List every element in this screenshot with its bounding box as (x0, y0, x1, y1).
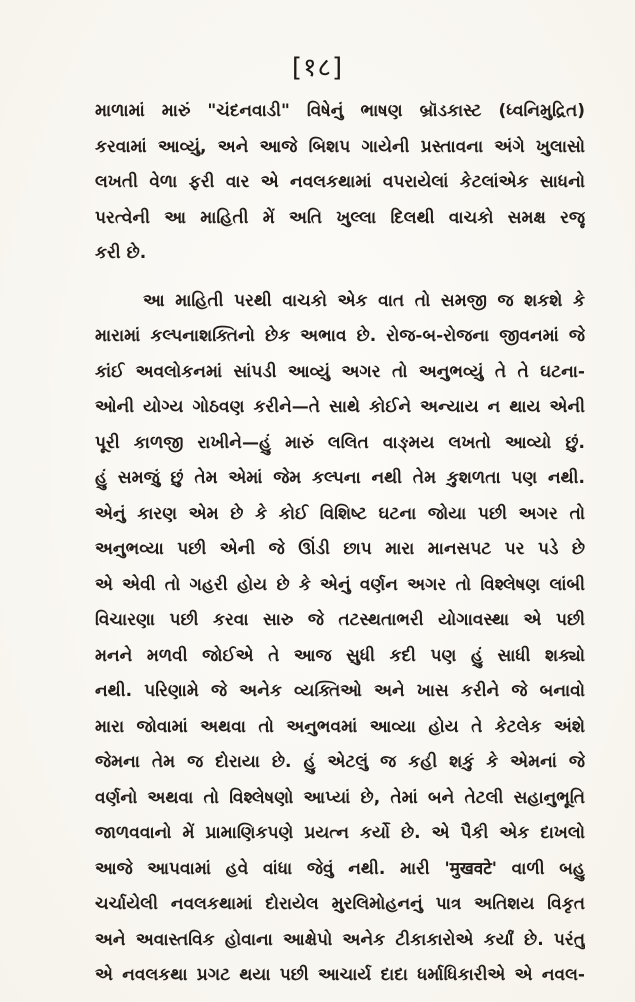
text-line: મારામાં કલ્પનાશક્તિનો છેક અભાવ છે. રોજ-બ-રોજના જીવનમાં જે (95, 326, 585, 346)
text-line: આ માહિતી પરથી વાચકો એક વાત તો સમજી જ શકશે કે (143, 290, 585, 311)
text-line: પૂરી કાળજી રાખીને—હું મારું લલિત વાઙ્મય લખતો આવ્યો છું. (95, 432, 585, 453)
text-line: આજે આપવામાં હવે વાંધા જેવું નથી. મારી 'मुखवटे' વાળી બહુ (95, 858, 585, 879)
text-line: વિચારણા પછી કરવા સારુ જે તટસ્થતાભરી યોગાવસ્થા એ પછી (95, 610, 585, 630)
text-line: કરી છે. (95, 243, 147, 263)
text-line: અને અવાસ્તવિક હોવાના આક્ષેપો અનેક ટીકાકારોએ કર્યાં છે. પરંતુ (95, 929, 585, 950)
text-line: માળામાં મારું "ચંદનવાડી" વિષેનું ભાષણ બ્રૉડકાસ્ટ (ધ્વનિમુદ્રિત) (95, 101, 585, 121)
paragraph-2 (95, 284, 585, 994)
paragraph-gap (95, 272, 585, 284)
text-line: કરવામાં આવ્યું, અને આજે બિશપ ગાયેની પ્રસ્તાવના અંગે ખુલાસો (95, 136, 585, 157)
text-line: મનને મળવી જોઈએ તે આજ સુધી કદી પણ હું સાધી શક્યો (95, 645, 585, 666)
text-line: વર્ણનો અથવા તો વિશ્લેષણો આપ્યાં છે, તેમાં બને તેટલી સહાનુભૂતિ (95, 787, 585, 808)
text-line: અનુભવ્યા પછી એની જે ઊંડી છાપ મારા માનસપટ પર પડે છે (95, 539, 585, 559)
text-line: જાળવવાનો મેં પ્રામાણિકપણે પ્રયત્ન કર્યો છે. એ પૈકી એક દાખલો (95, 823, 585, 843)
text-line: કાંઈ અવલોકનમાં સાંપડી આવ્યું અગર તો અનુભવ્યું તે તે ઘટના- (95, 361, 585, 382)
text-line: એનું કારણ એમ છે કે કોઈ વિશિષ્ટ ઘટના જોયા પછી અગર તો (95, 503, 585, 524)
page-number: [१८] (291, 53, 344, 83)
text-line: લખતી વેળા ફરી વાર એ નવલકથામાં વપરાયેલાં કેટલાંએક સાધનો (95, 172, 585, 192)
text-line: નથી. પરિણામે જે અનેક વ્યક્તિઓ અને ખાસ કરીને જે બનાવો (95, 681, 585, 701)
text-line: એ નવલકથા પ્રગટ થયા પછી આચાર્ય દાદા ધર્માધિકારીએ એ નવલ- (95, 965, 585, 985)
text-line: એ એવી તો ગહરી હોય છે કે એનું વર્ણન અગર તો વિશ્લેષણ લાંબી (95, 574, 585, 595)
paragraph-1 (95, 94, 585, 272)
text-line: પરત્વેની આ માહિતી મેં અતિ ખુલ્લા દિલથી વાચકો સમક્ષ રજૂ (95, 207, 585, 228)
text-line: ચર્ચાયેલી નવલકથામાં દોરાયેલ મુરલિમોહનનું પાત્ર અતિશય વિકૃત (95, 894, 585, 914)
text-line: જેમના તેમ જ દોરાયા છે. હું એટલું જ કહી શકું કે એમનાં જે (95, 752, 585, 772)
text-line: હું સમજું છું તેમ એમાં જેમ કલ્પના નથી તેમ કુશળતા પણ નથી. (95, 468, 585, 488)
body-text (95, 94, 585, 994)
text-line: ઓની યોગ્ય ગોઠવણ કરીને—તે સાથે કોઈને અન્યાય ન થાય એની (95, 397, 585, 417)
text-line: મારા જોવામાં અથવા તો અનુભવમાં આવ્યા હોય તે કેટલેક અંશે (95, 716, 585, 737)
